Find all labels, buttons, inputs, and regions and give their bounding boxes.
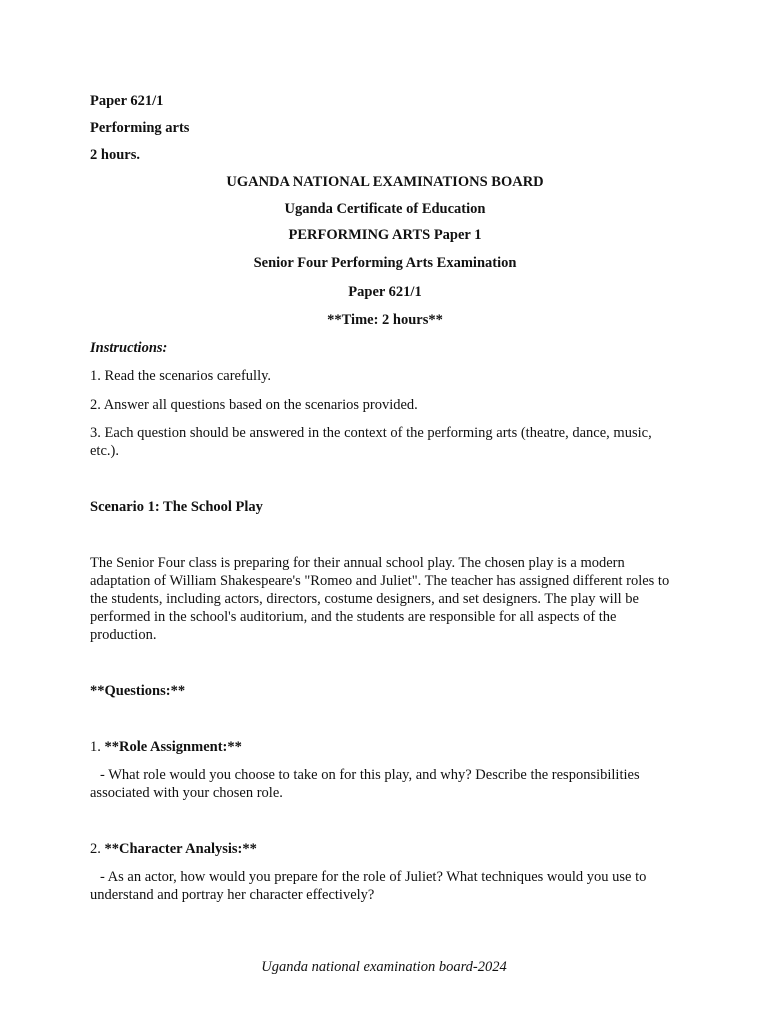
question-title: [90, 840, 680, 858]
question-number: 1.: [90, 739, 105, 755]
certificate-title: Uganda Certificate of Education: [284, 201, 486, 217]
exam-name: Senior Four Performing Arts Examination: [253, 255, 517, 271]
duration-label: 2 hours.: [90, 147, 140, 163]
paper-code-center: Paper 621/1: [348, 284, 422, 300]
instruction-item: 3. Each question should be answered in the context of the performing arts (theatre, dance, music, etc.).: [90, 425, 652, 459]
question-title-text: **Role Assignment:**: [104, 739, 242, 755]
question-text: - What role would you choose to take on for this play, and why? Describe the responsibilities associated with your chosen role.: [90, 767, 640, 801]
scenario-body: The Senior Four class is preparing for their annual school play. The chosen play is a modern adaptation of William Shakespeare's "Romeo and Juliet". The teacher has assigned different roles to the students, including actors, directors, costume designers, and set designers. The play will be performed in the school's auditorium, and the students are responsible for all aspects of the production.: [90, 555, 670, 643]
questions-heading: **Questions:**: [90, 683, 186, 699]
scenario-heading: Scenario 1: The School Play: [90, 499, 263, 515]
paper-title: PERFORMING ARTS Paper 1: [288, 227, 482, 243]
question-title: [90, 738, 680, 756]
page-footer: Uganda national examination board-2024: [261, 959, 507, 975]
paper-code-label: Paper 621/1: [90, 93, 164, 109]
instruction-item: 1. Read the scenarios carefully.: [90, 368, 272, 384]
instruction-item: 2. Answer all questions based on the scenarios provided.: [90, 397, 418, 413]
time-label: **Time: 2 hours**: [327, 312, 443, 328]
instructions-heading: Instructions:: [90, 340, 168, 356]
question-text: - As an actor, how would you prepare for the role of Juliet? What techniques would you use to understand and portray her character effectively?: [90, 869, 647, 903]
question-title-text: **Character Analysis:**: [104, 841, 257, 857]
question-number: 2.: [90, 841, 105, 857]
board-title: UGANDA NATIONAL EXAMINATIONS BOARD: [226, 174, 544, 190]
exam-page: [90, 0, 680, 1024]
subject-label: Performing arts: [90, 120, 190, 136]
